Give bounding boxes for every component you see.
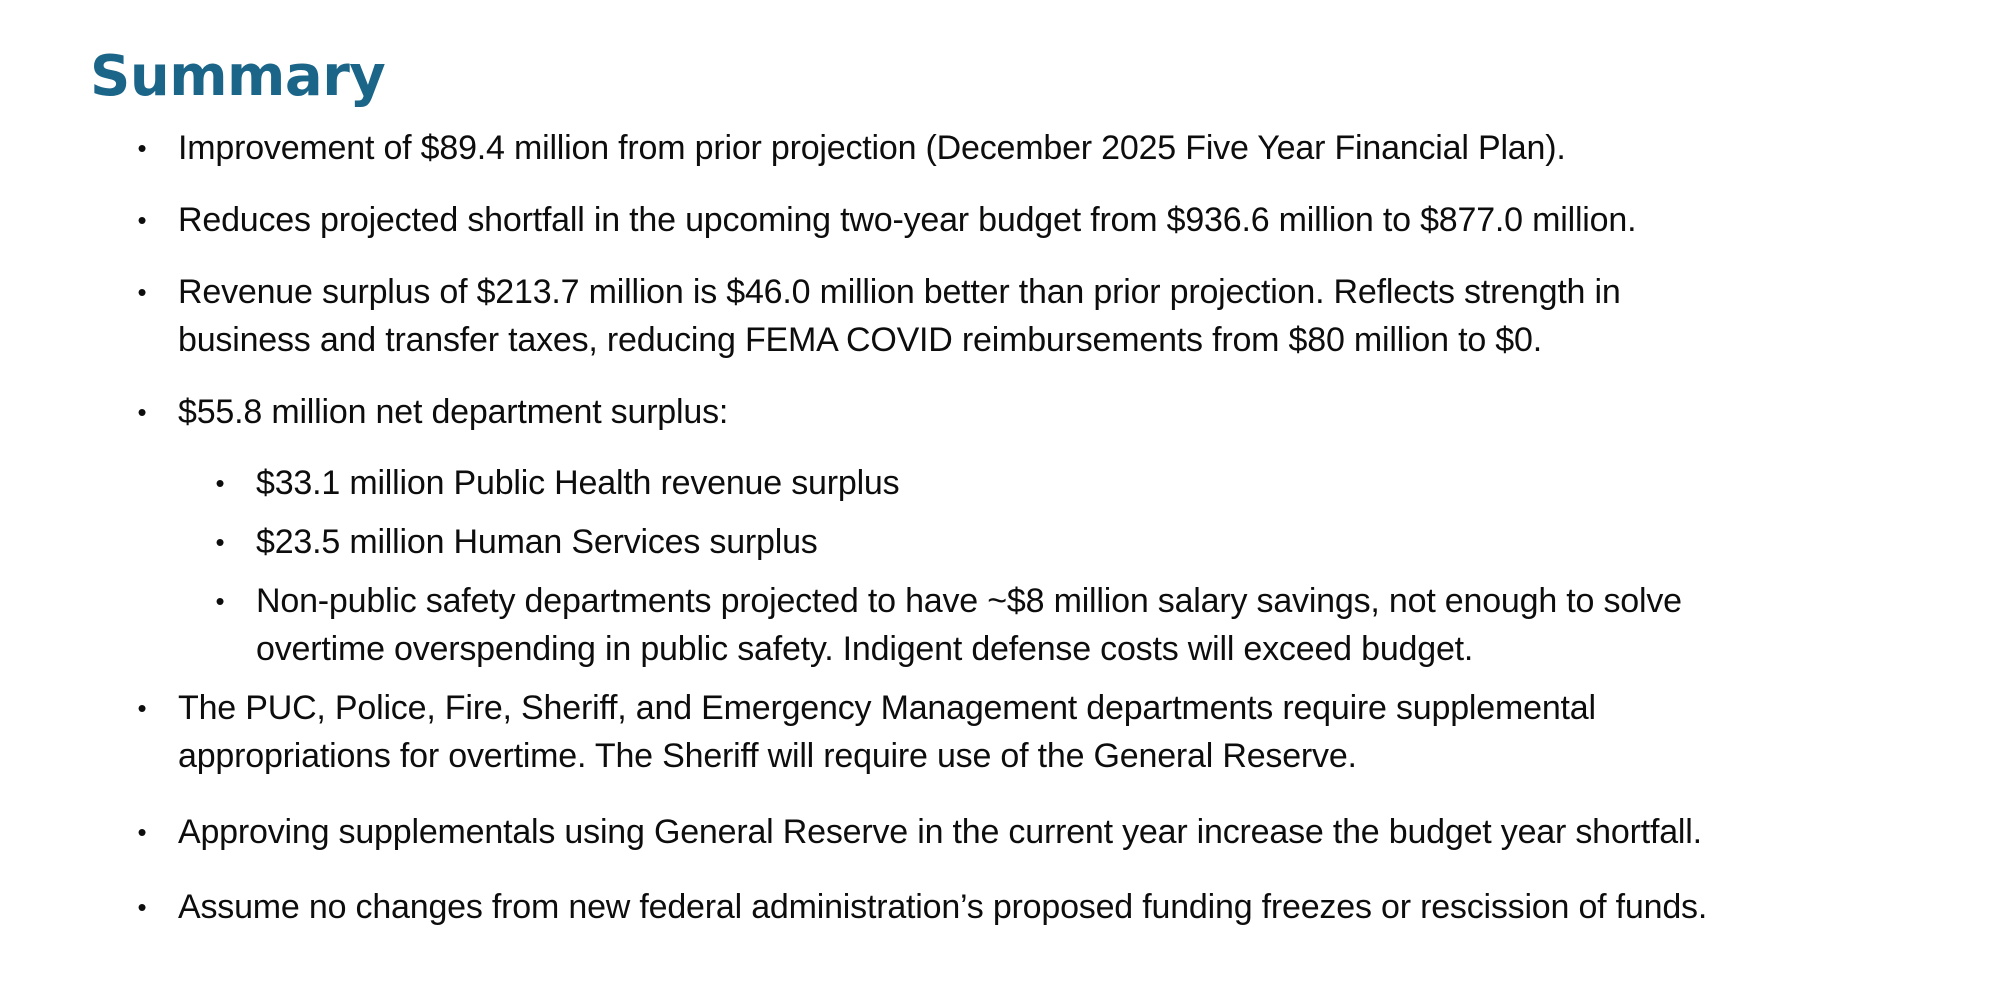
bullet-text: $33.1 million Public Health revenue surplus — [256, 464, 900, 502]
bullet-glyph: • — [215, 586, 225, 616]
bullet-item-department-surplus — [137, 388, 1978, 436]
slide-title: Summary — [90, 44, 386, 109]
bullet-item-shortfall — [137, 196, 1978, 244]
bullet-text: Improvement of $89.4 million from prior projection (December 2025 Five Year Financial Plan). — [178, 129, 1566, 167]
bullet-text-line-2: appropriations for overtime. The Sheriff will require use of the General Reserve. — [178, 737, 1357, 775]
bullet-text-line-2: overtime overspending in public safety. Indigent defense costs will exceed budget. — [256, 630, 1474, 668]
bullet-glyph: • — [137, 892, 147, 922]
bullet-item-revenue-surplus — [137, 268, 1978, 364]
bullet-text: $23.5 million Human Services surplus — [256, 523, 818, 561]
bullet-text: $55.8 million net department surplus: — [178, 393, 729, 431]
bullet-text: Assume no changes from new federal administration’s proposed funding freezes or rescission of funds. — [178, 888, 1708, 926]
bullet-item-supplemental-appropriations — [137, 684, 1978, 780]
bullet-text: Approving supplementals using General Reserve in the current year increase the budget year shortfall. — [178, 813, 1702, 851]
bullet-text: Reduces projected shortfall in the upcoming two-year budget from $936.6 million to $877.0 million. — [178, 201, 1637, 239]
bullet-text-line-1: The PUC, Police, Fire, Sheriff, and Emergency Management departments require supplemental — [178, 689, 1596, 727]
bullet-glyph: • — [137, 817, 147, 847]
bullet-glyph: • — [215, 468, 225, 498]
bullet-glyph: • — [137, 277, 147, 307]
bullet-item-general-reserve — [137, 808, 1978, 856]
sub-bullet-item-salary-savings — [215, 577, 1976, 673]
bullet-item-federal-funding — [137, 883, 1978, 931]
bullet-text-line-1: Revenue surplus of $213.7 million is $46.0 million better than prior projection. Reflects strength in — [178, 273, 1621, 311]
bullet-text-line-2: business and transfer taxes, reducing FEMA COVID reimbursements from $80 million to $0. — [178, 321, 1542, 359]
bullet-glyph: • — [137, 205, 147, 235]
sub-bullet-item-human-services — [215, 518, 1976, 566]
bullet-item-improvement — [137, 124, 1978, 172]
sub-bullet-item-public-health — [215, 459, 1976, 507]
bullet-glyph: • — [137, 397, 147, 427]
bullet-glyph: • — [215, 527, 225, 557]
bullet-glyph: • — [137, 133, 147, 163]
bullet-glyph: • — [137, 693, 147, 723]
bullet-text-line-1: Non-public safety departments projected to have ~$8 million salary savings, not enough to solve — [256, 582, 1682, 620]
